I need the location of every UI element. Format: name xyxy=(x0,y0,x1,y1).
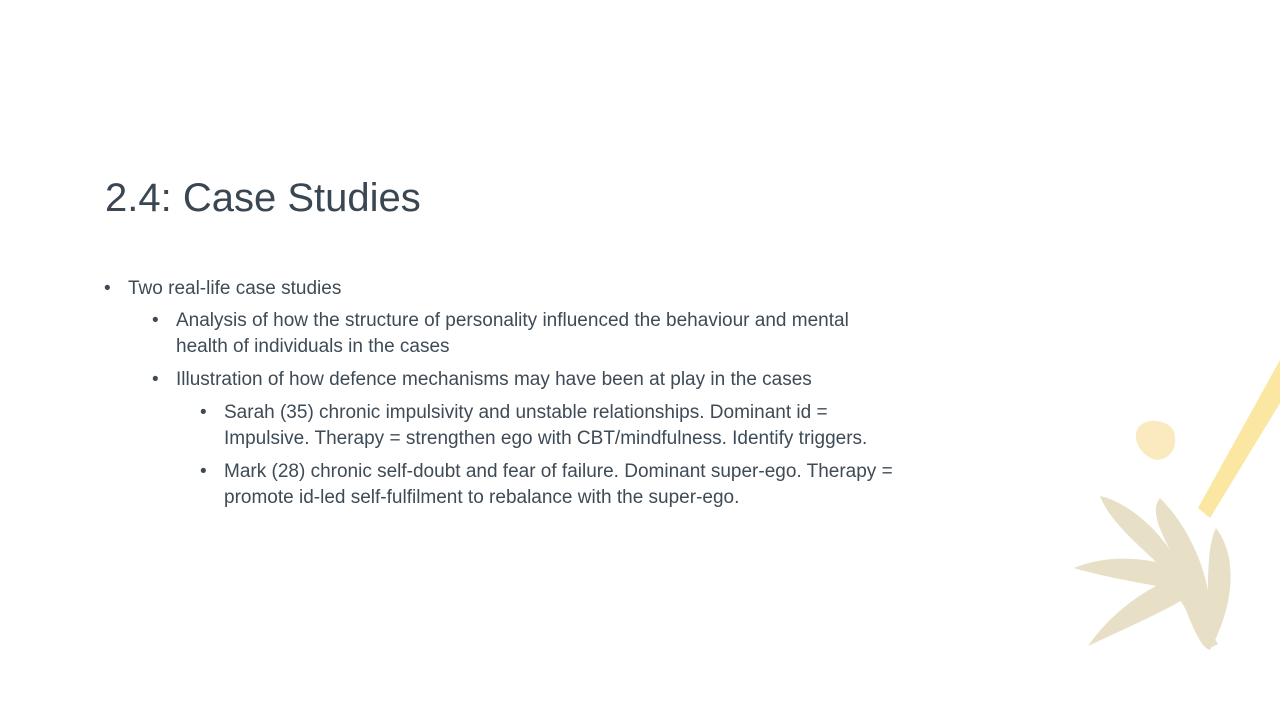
bullet-dot: • xyxy=(152,369,159,390)
bullet-item xyxy=(104,459,904,511)
bullet-dot: • xyxy=(152,310,159,331)
bullet-item xyxy=(104,400,904,452)
bullet-text: Illustration of how defence mechanisms may have been at play in the cases xyxy=(176,369,812,390)
bullet-text: Analysis of how the structure of personality influenced the behaviour and mental health of individuals in the cases xyxy=(176,310,849,357)
bullet-dot: • xyxy=(200,461,207,482)
bullet-text: Sarah (35) chronic impulsivity and unstable relationships. Dominant id = Impulsive. Therapy = strengthen ego with CBT/mindfulness. Identify triggers. xyxy=(224,402,868,449)
bullet-dot: • xyxy=(200,402,207,423)
decorative-leaf-illustration xyxy=(1060,350,1280,670)
bullet-item xyxy=(104,276,904,302)
bullet-item xyxy=(104,367,904,393)
bullet-text: Two real-life case studies xyxy=(128,278,342,299)
leaf-icon xyxy=(1074,496,1231,650)
slide-title: 2.4: Case Studies xyxy=(105,176,421,220)
small-blob-icon xyxy=(1136,421,1175,460)
yellow-stroke-icon xyxy=(1198,360,1280,518)
bullet-list xyxy=(104,276,904,518)
bullet-dot: • xyxy=(104,278,111,299)
bullet-text: Mark (28) chronic self-doubt and fear of failure. Dominant super-ego. Therapy = promote id-led self-fulfilment to rebalance with the super-ego. xyxy=(224,461,893,508)
bullet-item xyxy=(104,308,904,360)
